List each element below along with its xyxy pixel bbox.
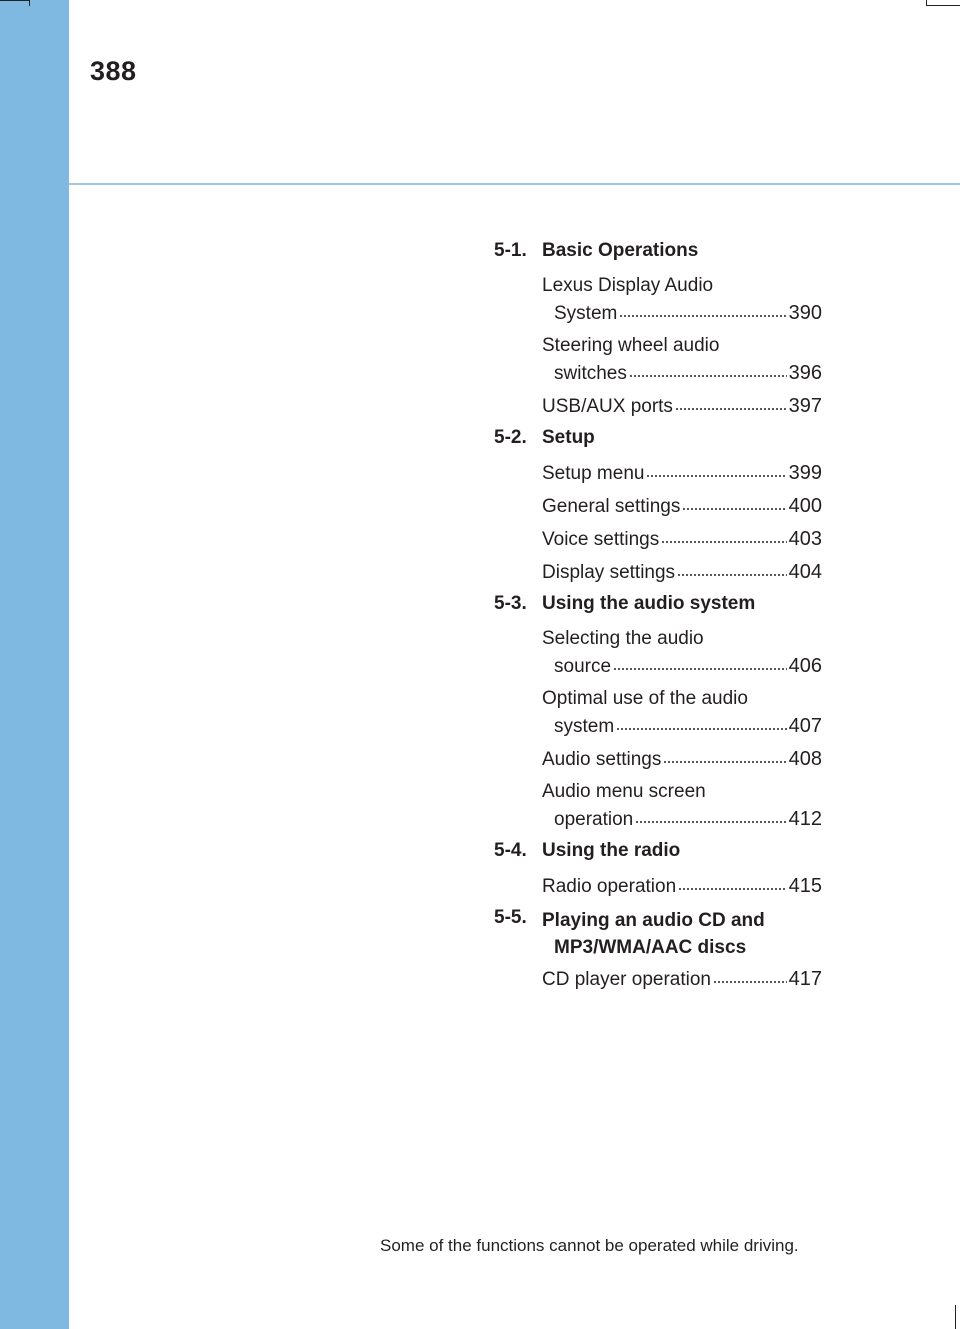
entry-page-number: 397 bbox=[788, 395, 822, 417]
dot-leader bbox=[619, 299, 786, 319]
entry-title: system bbox=[554, 716, 615, 737]
entry-leader-row bbox=[542, 459, 822, 487]
entry-title-line1: Audio menu screen bbox=[542, 781, 706, 802]
toc-entry[interactable] bbox=[542, 558, 822, 591]
toc-entry[interactable] bbox=[542, 492, 822, 525]
dot-leader bbox=[663, 745, 786, 765]
toc-entry[interactable] bbox=[542, 332, 822, 392]
section-title: Basic Operations bbox=[542, 240, 699, 261]
table-of-contents bbox=[494, 238, 822, 998]
entry-page-number: 404 bbox=[788, 561, 822, 583]
toc-entry[interactable] bbox=[542, 685, 822, 745]
entry-page-number: 408 bbox=[788, 748, 822, 770]
toc-section[interactable] bbox=[494, 905, 822, 965]
dot-leader bbox=[713, 965, 787, 985]
dot-leader bbox=[675, 392, 787, 412]
toc-entry[interactable] bbox=[542, 965, 822, 998]
section-title: Setup bbox=[542, 427, 595, 448]
dot-leader bbox=[677, 558, 787, 578]
dot-leader bbox=[678, 872, 786, 892]
entry-page-number: 415 bbox=[788, 875, 822, 897]
entry-leader-row bbox=[542, 359, 822, 387]
header-rule bbox=[69, 183, 960, 185]
entry-title-line1: Selecting the audio bbox=[542, 628, 704, 649]
entry-leader-row bbox=[542, 392, 822, 420]
crop-mark-top-left-v bbox=[29, 0, 30, 6]
section-number: 5-5. bbox=[494, 907, 527, 928]
dot-leader bbox=[629, 359, 787, 379]
toc-entry[interactable] bbox=[542, 872, 822, 905]
entry-page-number: 396 bbox=[788, 362, 822, 384]
entry-title: General settings bbox=[542, 496, 681, 517]
entry-page-number: 390 bbox=[788, 302, 822, 324]
toc-entry[interactable] bbox=[542, 778, 822, 838]
entry-title: Voice settings bbox=[542, 529, 660, 550]
toc-entry[interactable] bbox=[542, 272, 822, 332]
dot-leader bbox=[616, 712, 786, 732]
section-title: Using the audio system bbox=[542, 593, 756, 614]
entry-leader-row bbox=[542, 652, 822, 680]
dot-leader bbox=[613, 652, 787, 672]
section-number: 5-3. bbox=[494, 593, 527, 614]
sidebar-band bbox=[0, 0, 69, 1329]
dot-leader bbox=[646, 459, 786, 479]
toc-entry[interactable] bbox=[542, 525, 822, 558]
dot-leader bbox=[661, 525, 786, 545]
page-number: 388 bbox=[90, 56, 137, 86]
entry-leader-row bbox=[542, 492, 822, 520]
crop-mark-bottom-right bbox=[955, 1305, 956, 1329]
entry-leader-row bbox=[542, 872, 822, 900]
crop-mark-top-left bbox=[0, 0, 30, 1]
entry-title: USB/AUX ports bbox=[542, 396, 673, 417]
section-number: 5-4. bbox=[494, 840, 527, 861]
section-title: Using the radio bbox=[542, 840, 681, 861]
entry-title: Setup menu bbox=[542, 463, 645, 484]
toc-entry[interactable] bbox=[542, 625, 822, 685]
entry-page-number: 406 bbox=[788, 655, 822, 677]
entry-title: Display settings bbox=[542, 562, 676, 583]
toc-section[interactable] bbox=[494, 591, 822, 625]
entry-page-number: 399 bbox=[788, 462, 822, 484]
entry-leader-row bbox=[542, 745, 822, 773]
toc-section[interactable] bbox=[494, 425, 822, 459]
entry-leader-row bbox=[542, 712, 822, 740]
entry-title: operation bbox=[554, 809, 634, 830]
entry-page-number: 412 bbox=[788, 808, 822, 830]
entry-page-number: 407 bbox=[788, 715, 822, 737]
entry-title: Radio operation bbox=[542, 876, 677, 897]
footer-note: Some of the functions cannot be operated while driving. bbox=[380, 1236, 799, 1255]
toc-section[interactable] bbox=[494, 838, 822, 872]
section-number: 5-2. bbox=[494, 427, 527, 448]
toc-entry[interactable] bbox=[542, 745, 822, 778]
section-title-line1: Playing an audio CD and bbox=[542, 910, 765, 931]
section-title-line2: MP3/WMA/AAC discs bbox=[554, 937, 747, 958]
section-title bbox=[542, 907, 802, 961]
dot-leader bbox=[635, 805, 786, 825]
entry-title-line1: Optimal use of the audio bbox=[542, 688, 748, 709]
toc-entry[interactable] bbox=[542, 459, 822, 492]
entry-title: Audio settings bbox=[542, 749, 662, 770]
entry-title-line1: Steering wheel audio bbox=[542, 335, 720, 356]
toc-entry[interactable] bbox=[542, 392, 822, 425]
entry-leader-row bbox=[542, 525, 822, 553]
entry-title: source bbox=[554, 656, 612, 677]
entry-leader-row bbox=[542, 299, 822, 327]
entry-leader-row bbox=[542, 965, 822, 993]
entry-title-line1: Lexus Display Audio bbox=[542, 275, 714, 296]
entry-page-number: 400 bbox=[788, 495, 822, 517]
entry-page-number: 417 bbox=[788, 968, 822, 990]
entry-page-number: 403 bbox=[788, 528, 822, 550]
dot-leader bbox=[682, 492, 786, 512]
toc-section[interactable] bbox=[494, 238, 822, 272]
entry-leader-row bbox=[542, 558, 822, 586]
entry-title: CD player operation bbox=[542, 969, 711, 990]
entry-title: System bbox=[554, 303, 618, 324]
section-number: 5-1. bbox=[494, 240, 527, 261]
entry-title: switches bbox=[554, 363, 627, 384]
entry-leader-row bbox=[542, 805, 822, 833]
crop-mark-top-right-h bbox=[926, 5, 960, 6]
